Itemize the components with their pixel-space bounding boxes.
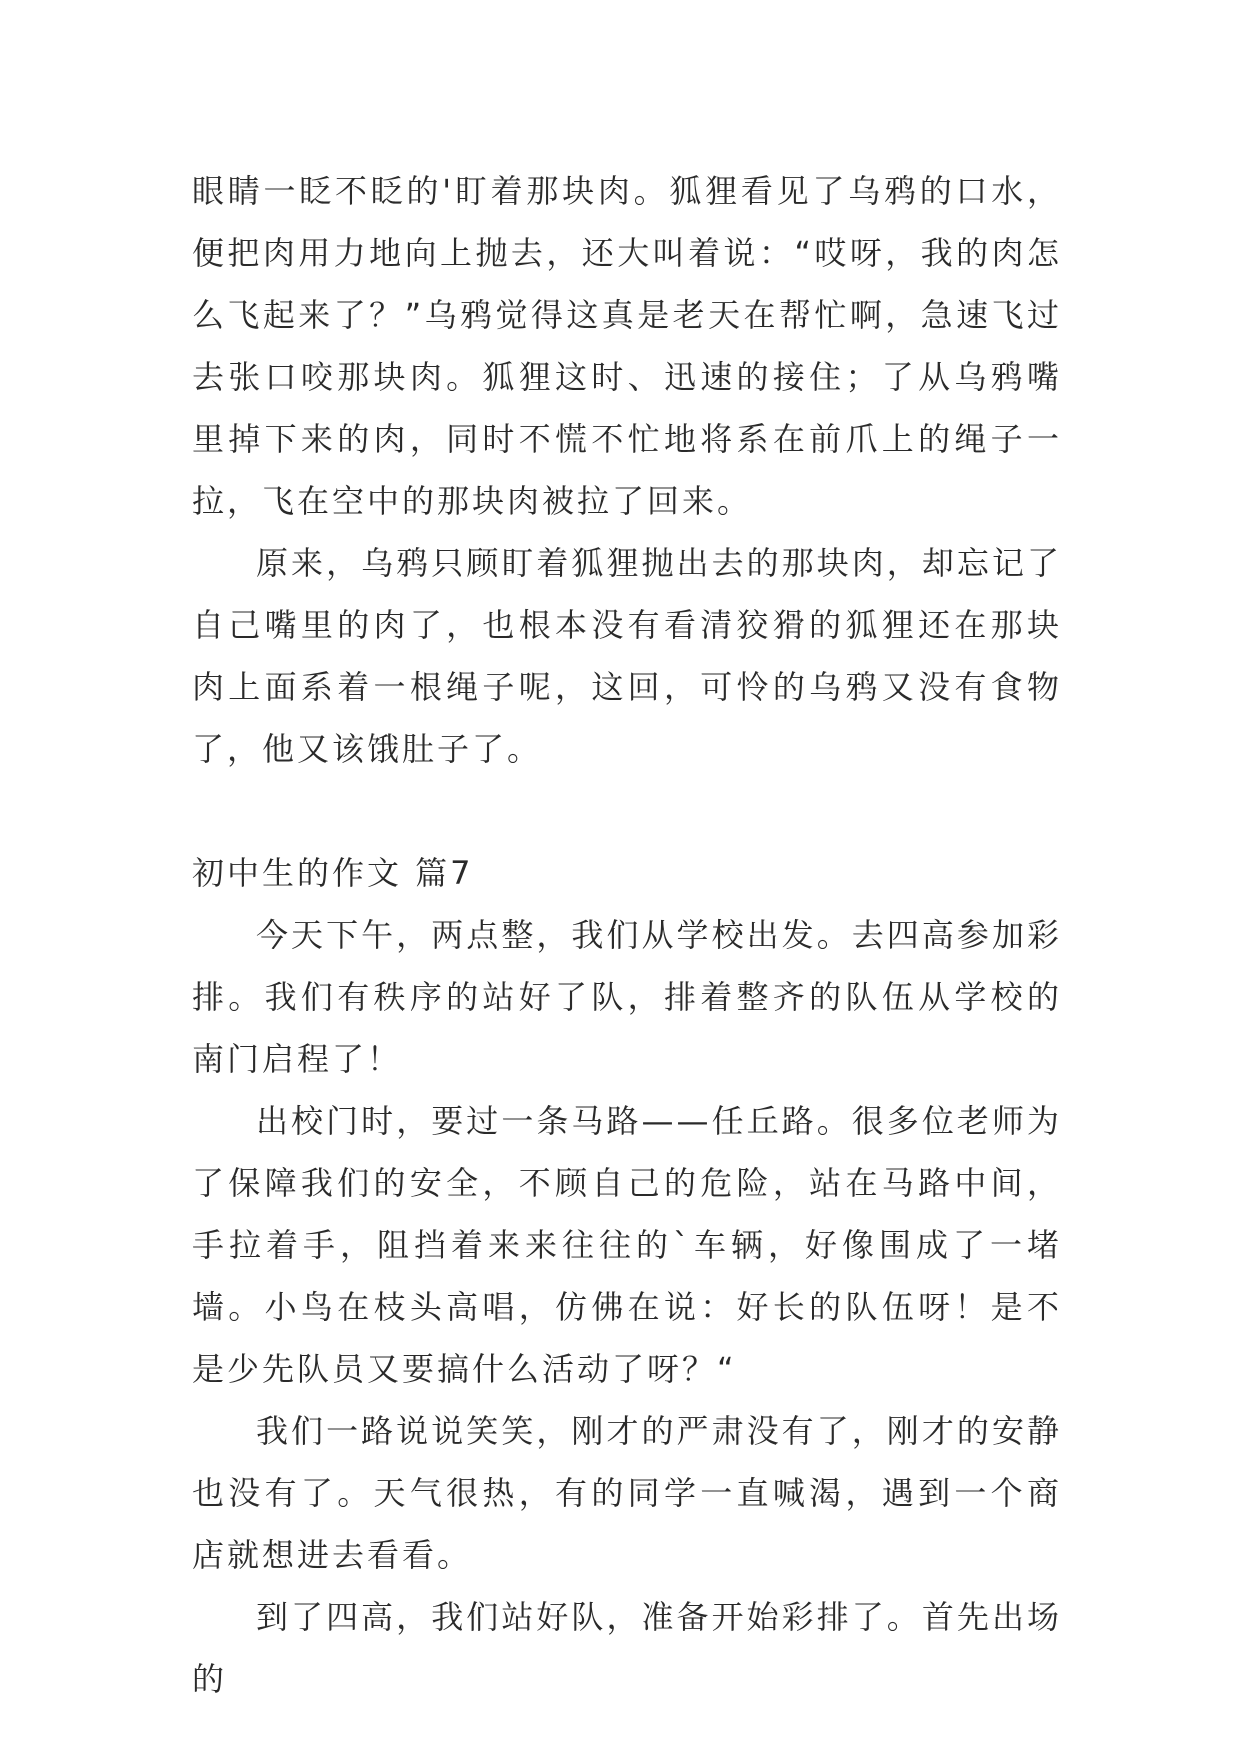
paragraph: 今天下午，两点整，我们从学校出发。去四高参加彩排。我们有秩序的站好了队，排着整齐的队伍从学校的南门启程了！ [192, 916, 1062, 1078]
paragraph: 到了四高，我们站好队，准备开始彩排了。首先出场的 [192, 1598, 1062, 1698]
paragraph: 原来，乌鸦只顾盯着狐狸抛出去的那块肉，却忘记了自己嘴里的肉了，也根本没有看清狡猾的狐狸还在那块肉上面系着一根绳子呢，这回，可怜的乌鸦又没有食物了，他又该饿肚子了。 [192, 544, 1062, 768]
paragraph: 我们一路说说笑笑，刚才的严肃没有了，刚才的安静也没有了。天气很热，有的同学一直喊渴，遇到一个商店就想进去看看。 [192, 1412, 1062, 1574]
section-heading: 初中生的作文 篇7 [192, 854, 474, 892]
document-body [192, 160, 1062, 1710]
paragraph: 出校门时，要过一条马路——任丘路。很多位老师为了保障我们的安全，不顾自己的危险，站在马路中间，手拉着手，阻挡着来来往往的`车辆，好像围成了一堵墙。小鸟在枝头高唱，仿佛在说：好长的队伍呀！是不是少先队员又要搞什么活动了呀？“ [192, 1102, 1062, 1388]
paragraph-continued: 眼睛一眨不眨的'盯着那块肉。狐狸看见了乌鸦的口水，便把肉用力地向上抛去，还大叫着说：“哎呀，我的肉怎么飞起来了？”乌鸦觉得这真是老天在帮忙啊，急速飞过去张口咬那块肉。狐狸这时、迅速的接住；了从乌鸦嘴里掉下来的肉，同时不慌不忙地将系在前爪上的绳子一拉，飞在空中的那块肉被拉了回来。 [192, 172, 1062, 520]
